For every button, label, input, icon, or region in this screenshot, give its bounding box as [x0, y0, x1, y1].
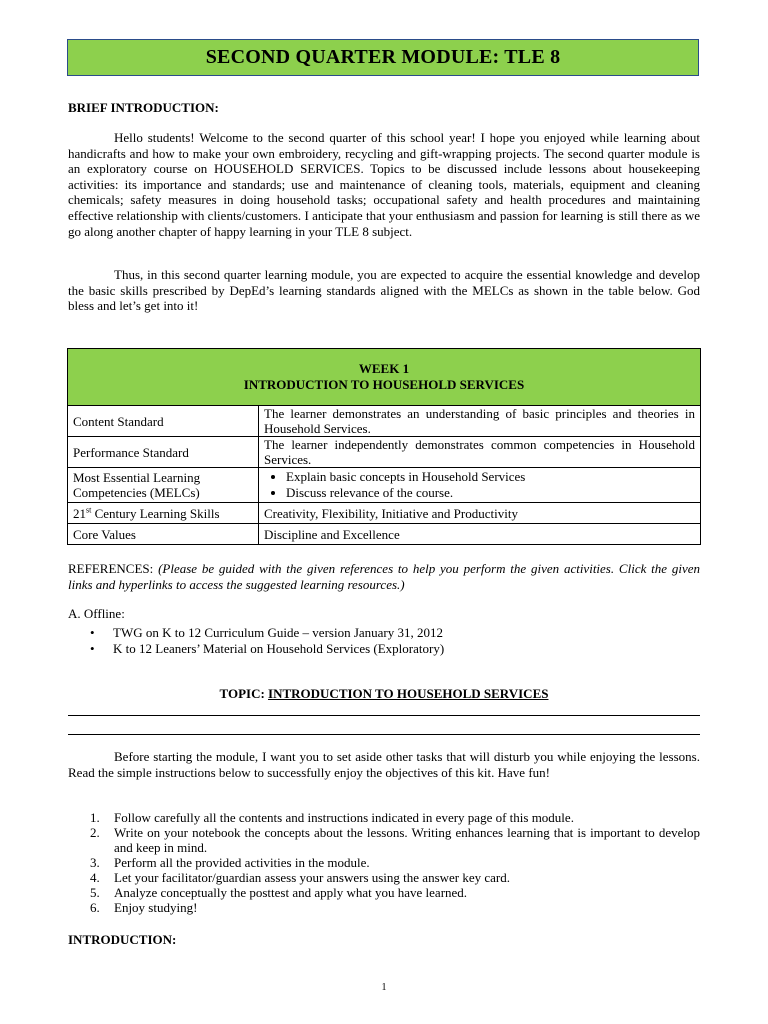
row-label: 21st Century Learning Skills: [68, 503, 259, 524]
week-table-header: [68, 349, 701, 406]
row-value: The learner demonstrates an understanding of basic principles and theories in Household Services.: [259, 406, 701, 437]
brief-intro-paragraph-1: Hello students! Welcome to the second quarter of this school year! I hope you enjoyed while learning about handicrafts and how to make your own embroidery, recycling and gift-wrapping projects. The second quarter module is an exploratory course on HOUSEHOLD SERVICES. Topics to be discussed include lessons about housekeeping activities: its importance and standards; use and maintenance of cleaning tools, materials, equipment and cleaning chemicals; safety measures in doing household tasks; occupational safety and health procedures and maintaining effective relationship with clients/customers. I anticipate that your enthusiasm and passion for learning is still there as we go along another chapter of happy learning in your TLE 8 subject.: [68, 130, 700, 239]
offline-heading: A. Offline:: [68, 606, 125, 621]
table-row: [68, 437, 701, 468]
melc-list: [264, 469, 695, 501]
row-label: Performance Standard: [68, 437, 259, 468]
table-row: [68, 406, 701, 437]
brief-intro-heading: BRIEF INTRODUCTION:: [68, 100, 219, 115]
list-item: • Discuss relevance of the course.: [286, 485, 695, 501]
list-item: 6. Enjoy studying!: [90, 900, 198, 915]
instruction-steps: [68, 810, 700, 915]
references-note: (Please be guided with the given references to help you perform the given activities. Click the given links and hyperlinks to access the suggested learning resources.): [68, 561, 700, 592]
list-item: 4. Let your facilitator/guardian assess your answers using the answer key card.: [90, 870, 511, 885]
topic-name: INTRODUCTION TO HOUSEHOLD SERVICES: [268, 686, 549, 701]
week-label: WEEK 1: [358, 361, 410, 376]
list-item: • Explain basic concepts in Household Services: [286, 469, 695, 485]
table-row: [68, 468, 701, 503]
topic-heading: TOPIC: INTRODUCTION TO HOUSEHOLD SERVICES: [219, 686, 549, 701]
week-1-table: [67, 348, 701, 545]
row-value: Creativity, Flexibility, Initiative and Productivity: [259, 503, 701, 524]
table-row: [68, 503, 701, 524]
table-row: [68, 524, 701, 545]
row-value: The learner independently demonstrates common competencies in Household Services.: [259, 437, 701, 468]
instructions-intro: Before starting the module, I want you to set aside other tasks that will disturb you while enjoying the lessons. Read the simple instructions below to successfully enjoy the objectives of this kit. Have fun!: [68, 749, 700, 780]
row-label: Most Essential Learning Competencies (MELCs): [68, 468, 259, 503]
brief-intro-paragraph-2: Thus, in this second quarter learning module, you are expected to acquire the essential knowledge and develop the basic skills prescribed by DepEd’s learning standards aligned with the MELCs as shown in the table below. God bless and let’s get into it!: [68, 267, 700, 314]
writing-line: [68, 715, 700, 716]
module-title: SECOND QUARTER MODULE: TLE 8: [67, 39, 699, 76]
row-value: Discipline and Excellence: [259, 524, 701, 545]
row-value: [259, 468, 701, 503]
list-item: 3. Perform all the provided activities in the module.: [90, 855, 370, 870]
introduction-heading: INTRODUCTION:: [68, 932, 177, 947]
references-paragraph: [68, 561, 700, 592]
week-title: INTRODUCTION TO HOUSEHOLD SERVICES: [243, 377, 525, 392]
row-label: Content Standard: [68, 406, 259, 437]
list-item: • TWG on K to 12 Curriculum Guide – version January 31, 2012: [90, 625, 444, 641]
list-item: 2. Write on your notebook the concepts about the lessons. Writing enhances learning that is important to develop and keep in mind.: [90, 825, 700, 855]
page-number: 1: [381, 982, 387, 993]
list-item: 5. Analyze conceptually the posttest and apply what you have learned.: [90, 885, 468, 900]
offline-reference-list: [90, 625, 444, 657]
row-label: Core Values: [68, 524, 259, 545]
list-item: • K to 12 Leaners’ Material on Household Services (Exploratory): [90, 641, 444, 657]
list-item: 1. Follow carefully all the contents and instructions indicated in every page of this module.: [90, 810, 574, 825]
references-label: REFERENCES:: [68, 561, 154, 576]
writing-line: [68, 734, 700, 735]
